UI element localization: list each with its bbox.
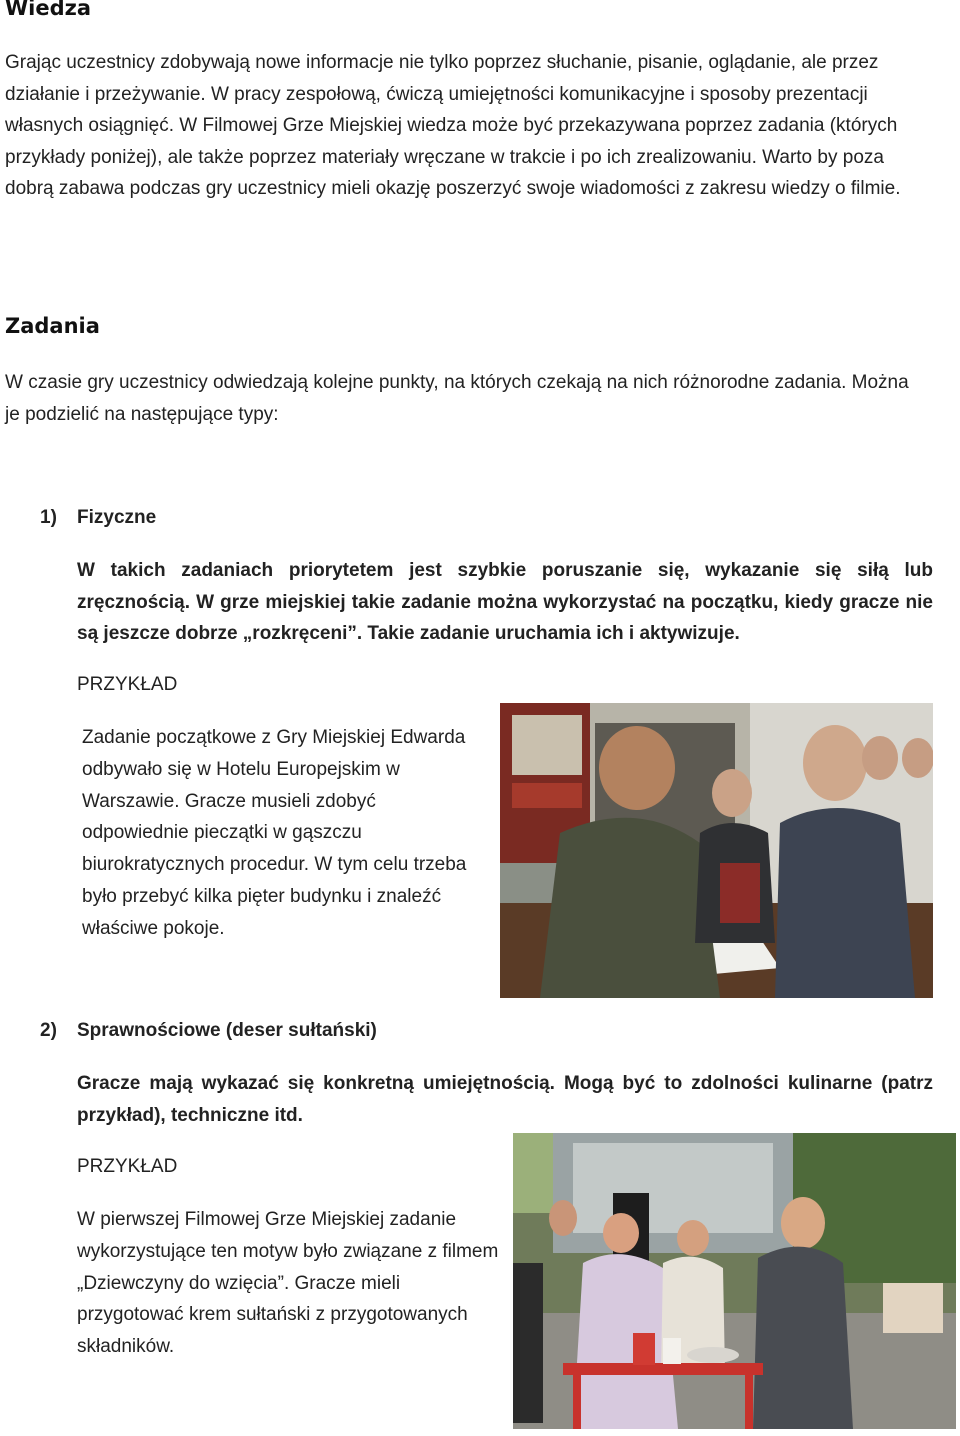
type-title-sprawnosciowe: Sprawnościowe (deser sułtański) xyxy=(77,1020,377,1041)
photo-outdoor-cooking xyxy=(513,1133,956,1429)
wiedza-paragraph: Grając uczestnicy zdobywają nowe informacje nie tylko poprzez słuchanie, pisanie, oglądanie, ale przez działanie i przeżywanie. W pracy zespołową, ćwiczą umiejętności komunikacyjne i sposoby prezentacji własnych osiągnięć. W Filmowej Grze Miejskiej wiedza może być przekazywana poprzez zadania (których przykłady poniżej), ale także poprzez materiały wręczane w trakcie i po ich zrealizowaniu. Warto by poza dobrą zabawa podczas gry uczestnicy mieli okazję poszerzyć swoje wiadomości z zakresu wiedzy o filmie. xyxy=(5,52,901,199)
type-description-sprawnosciowe: Gracze mają wykazać się konkretną umiejętnością. Mogą być to zdolności kulinarne (patrz przykład), techniczne itd. xyxy=(77,1073,933,1126)
section-heading-zadania: Zadania xyxy=(5,314,100,338)
list-number-1: 1) xyxy=(40,507,57,528)
example-label-2: PRZYKŁAD xyxy=(77,1156,178,1177)
photo-hotel-desk xyxy=(500,703,933,998)
example-text-2: W pierwszej Filmowej Grze Miejskiej zadanie wykorzystujące ten motyw było związane z filmem „Dziewczyny do wzięcia”. Gracze mieli przygotować krem sułtański z przygotowanych składników. xyxy=(77,1209,499,1358)
type-title-fizyczne: Fizyczne xyxy=(77,507,157,528)
section-heading-wiedza: Wiedza xyxy=(5,0,92,20)
list-number-2: 2) xyxy=(40,1020,57,1041)
example-text-1: Zadanie początkowe z Gry Miejskiej Edwarda odbywało się w Hotelu Europejskim w Warszawie. Gracze musieli zdobyć odpowiednie pieczątki w gąszczu biurokratycznych procedur. W tym celu trzeba było przebyć kilka pięter budynku i znaleźć właściwe pokoje. xyxy=(82,727,467,939)
example-label-1: PRZYKŁAD xyxy=(77,674,178,695)
zadania-paragraph: W czasie gry uczestnicy odwiedzają kolejne punkty, na których czekają na nich różnorodne zadania. Można je podzielić na następujące typy: xyxy=(5,372,909,425)
type-description-fizyczne: W takich zadaniach priorytetem jest szybkie poruszanie się, wykazanie się siłą lub zręcznością. W grze miejskiej takie zadanie można wykorzystać na początku, kiedy gracze nie są jeszcze dobrze „rozkręceni”. Takie zadanie uruchamia ich i aktywizuje. xyxy=(77,560,933,644)
